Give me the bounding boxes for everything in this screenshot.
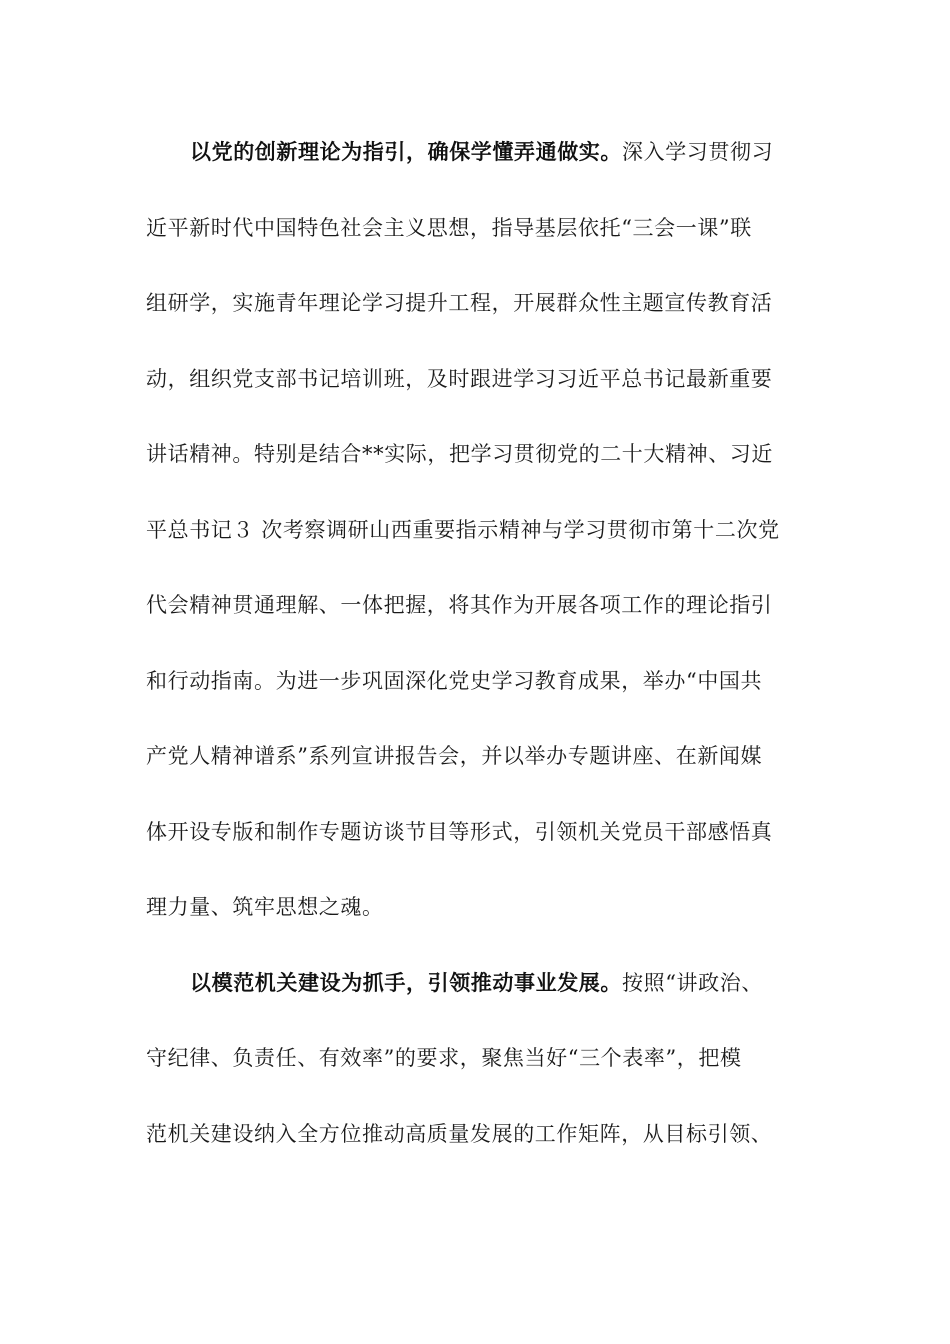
paragraph-1-heading: 以党的创新理论为指引，确保学懂弄通做实。 <box>190 139 622 164</box>
paragraph-2-line: 守纪律、负责任、有效率”的要求，聚焦当好“三个表率”，把模 <box>146 1046 742 1070</box>
paragraph-1-line: 动，组织党支部书记培训班，及时跟进学习习近平总书记最新重要 <box>146 366 773 391</box>
paragraph-2-text: 按照“讲政治、 <box>622 970 763 995</box>
document-body <box>146 120 796 1177</box>
paragraph-1-line: 体开设专版和制作专题访谈节目等形式，引领机关党员干部感悟真 <box>146 819 773 844</box>
paragraph-2-line: 范机关建设纳入全方位推动高质量发展的工作矩阵，从目标引领、 <box>146 1121 773 1146</box>
paragraph-1-line: 组研学，实施青年理论学习提升工程，开展群众性主题宣传教育活 <box>146 291 773 315</box>
paragraph-1-line: 近平新时代中国特色社会主义思想，指导基层依托“三会一课”联 <box>146 215 752 240</box>
paragraph-1-first-line <box>146 120 796 196</box>
paragraph-1-text: 深入学习贯彻习 <box>622 140 774 164</box>
paragraph-2-heading: 以模范机关建设为抓手，引领推动事业发展。 <box>190 969 622 995</box>
paragraph-1-line: 和行动指南。为进一步巩固深化党史学习教育成果，举办“中国共 <box>146 668 763 693</box>
paragraph-1-line: 代会精神贯通理解、一体把握，将其作为开展各项工作的理论指引 <box>146 593 773 617</box>
paragraph-1-line: 产党人精神谱系”系列宣讲报告会，并以举办专题讲座、在新闻媒 <box>146 744 763 768</box>
paragraph-1-line: 讲话精神。特别是结合**实际，把学习贯彻党的二十大精神、习近 <box>146 442 773 466</box>
paragraph-2-first-line <box>146 951 796 1027</box>
paragraph-1-line: 理力量、筑牢思想之魂。 <box>146 895 384 919</box>
paragraph-1-line: 平总书记３ 次考察调研山西重要指示精神与学习贯彻市第十二次党 <box>146 517 780 542</box>
